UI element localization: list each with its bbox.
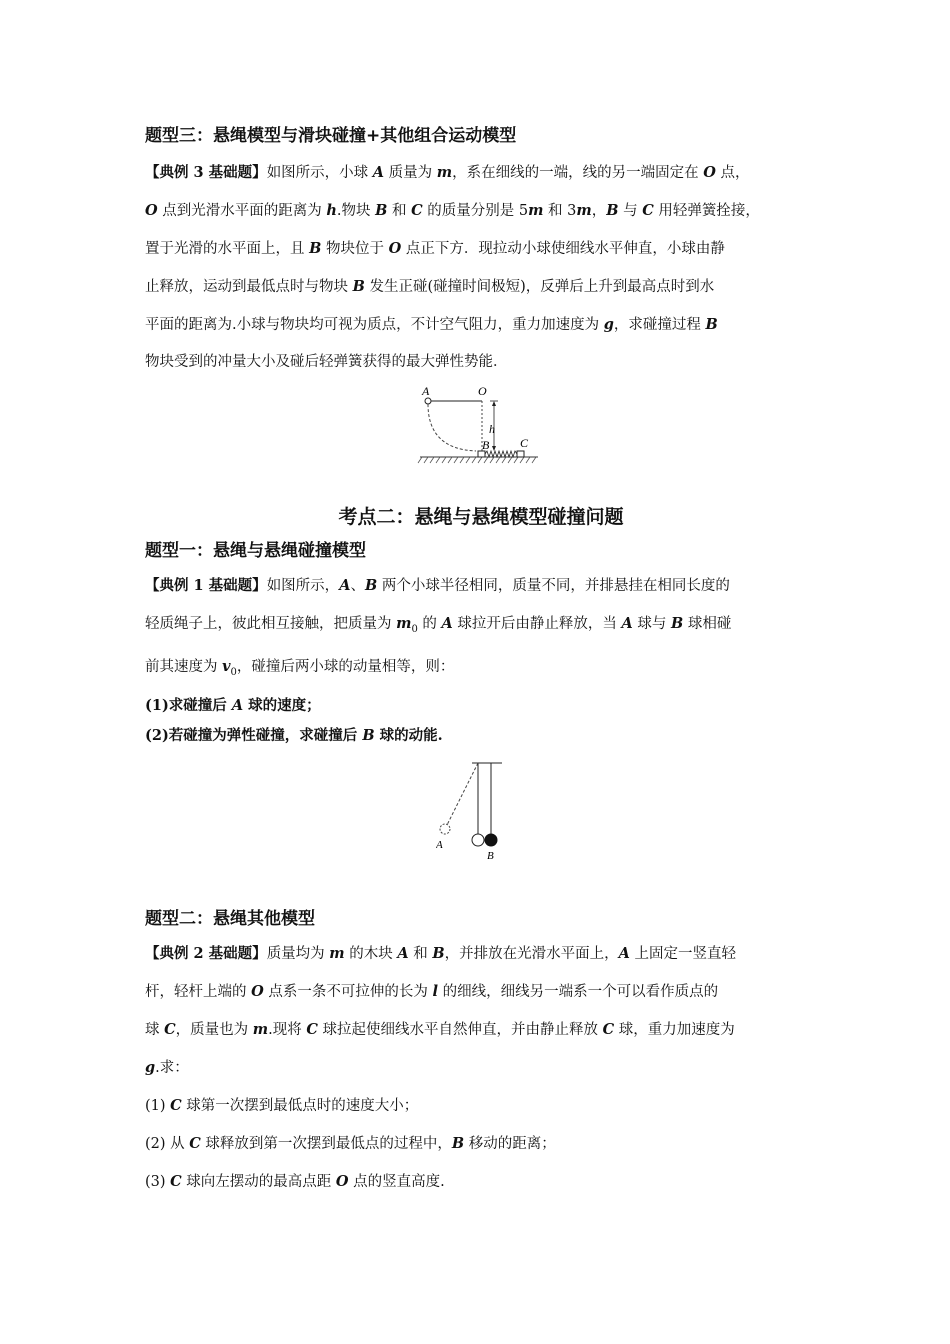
heading-type-two: 题型二：悬绳其他模型 (145, 908, 315, 929)
document-page (145, 118, 817, 1201)
fig2-label-b: B (487, 849, 494, 862)
fig1-label-c: C (520, 436, 529, 450)
fig1-label-h: h (489, 422, 495, 436)
fig1-label-a: A (422, 384, 430, 398)
pendulum-spring-figure (416, 383, 546, 465)
heading-type-one: 题型一：悬绳与悬绳碰撞模型 (145, 541, 366, 561)
section-title-kaodian-two: 考点二：悬绳与悬绳模型碰撞问题 (338, 506, 624, 528)
example-3-text: 【典例 3 基础题】如图所示，小球 A 质量为 m，系在细线的一端，线的另一端固定在 O 点， O 点到光滑水平面的距离为 h.物块 B 和 C 的质量分别是 5m 和 3m，B 与 C 用轻弹簧拴接， 置于光滑的水平面上，且 B 物块位于 O 点正下方．现拉动小球使细线水平伸直，小球由静 止释放，运动到最低点时与物块 B 发生正碰(碰撞时间极短)，反弹后上升到最高点时到水 平面的距离为.小球与物块均可视为质点，不计空气阻力，重力加速度为 g，求碰撞过程 B 物块受到的冲量大小及碰后轻弹簧获得的最大弹性势能． (145, 164, 760, 370)
fig1-label-b: B (482, 438, 490, 452)
example-2-text: 【典例 2 基础题】质量均为 m 的木块 A 和 B，并排放在光滑水平面上，A 上固定一竖直轻 杆，轻杆上端的 O 点系一条不可拉伸的长为 l 的细线，细线另一端系一个可以看作质点的 球 C，质量也为 m.现将 C 球拉起使细线水平自然伸直，并由静止释放 C 球，重力加速度为 g.求： (1) C 球第一次摆到最低点时的速度大小； (2) 从 C 球释放到第一次摆到最低点的过程中，B 移动的距离； (3) C 球向左摆动的最高点距 O 点的竖直高度. (145, 944, 736, 1190)
example-1-questions: (1)求碰撞后 A 球的速度； (2)若碰撞为弹性碰撞，求碰撞后 B 球的动能. (145, 696, 443, 744)
double-pendulum-figure (436, 759, 526, 863)
fig2-label-a: A (436, 838, 443, 851)
fig1-label-o: O (478, 384, 487, 398)
heading-type-three: 题型三：悬绳模型与滑块碰撞+其他组合运动模型 (145, 126, 517, 146)
example-1-text: 【典例 1 基础题】如图所示，A、B 两个小球半径相同，质量不同，并排悬挂在相同长度的 轻质绳子上，彼此相互接触，把质量为 $m_0$ 的 A 球拉开后由静止释放，当 A 球与 B 球相碰 前其速度为 $v_0$，碰撞后两小球的动量相等，则： (145, 577, 732, 678)
